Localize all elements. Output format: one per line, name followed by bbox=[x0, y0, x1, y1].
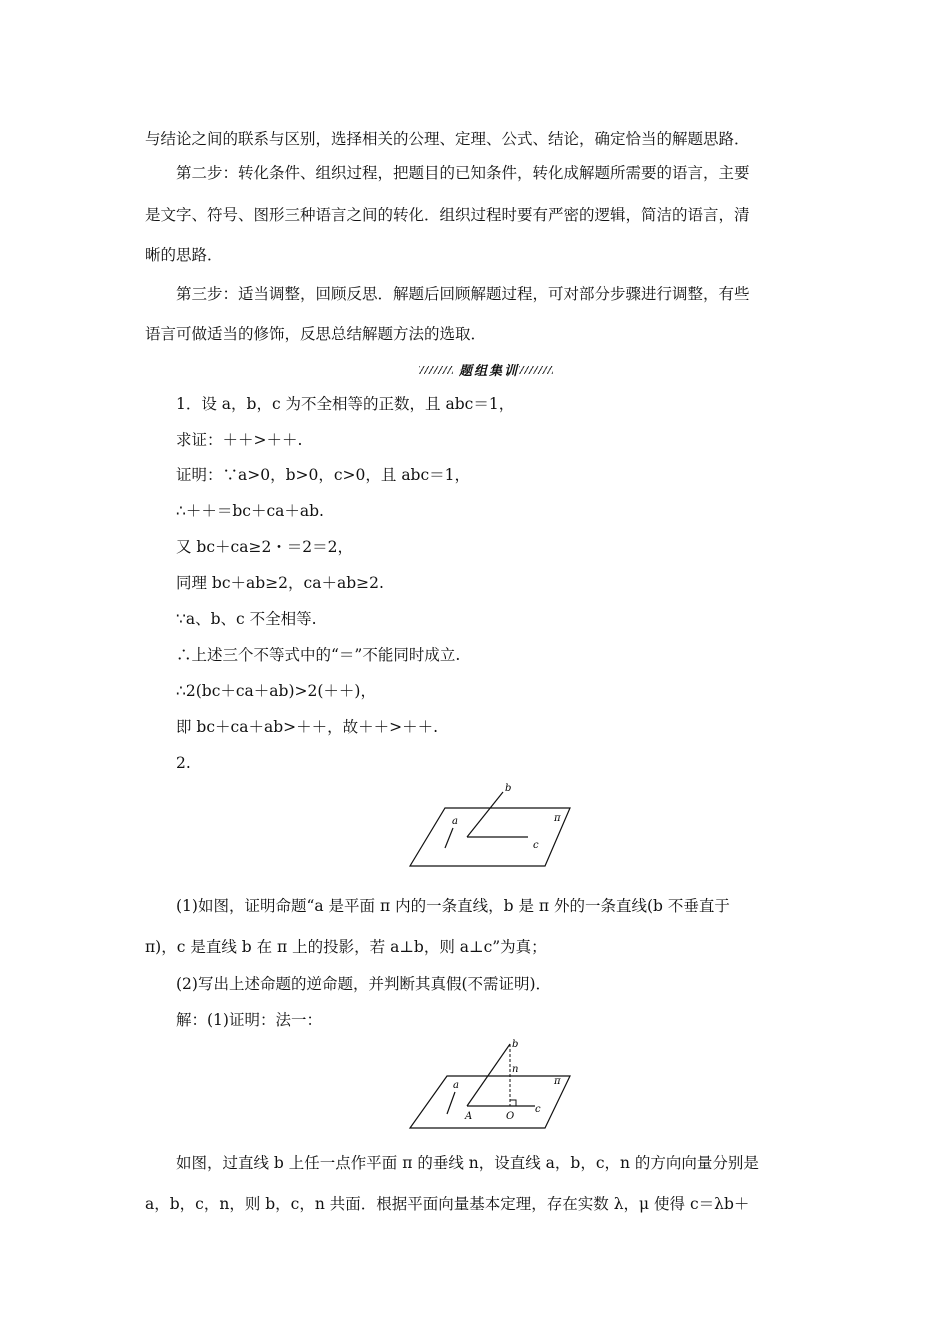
label-b: b bbox=[512, 1039, 519, 1050]
label-pi: π bbox=[554, 813, 561, 824]
section-banner bbox=[415, 362, 555, 378]
problem1-line: 同理 bc＋ab≥2，ca＋ab≥2. bbox=[176, 574, 384, 592]
problem1-line: 证明：∵a>0，b>0，c>0，且 abc＝1， bbox=[176, 466, 471, 484]
solution-line: 解：(1)证明：法一： bbox=[176, 1011, 322, 1029]
problem1-line: ∴上述三个不等式中的“＝”不能同时成立. bbox=[176, 646, 461, 664]
paragraph-line: 晰的思路． bbox=[145, 246, 223, 264]
problem1-line: ∴＋＋＝bc＋ca＋ab. bbox=[176, 502, 324, 520]
label-c: c bbox=[533, 840, 539, 851]
figure-plane-lines bbox=[405, 780, 575, 870]
label-O: O bbox=[506, 1111, 515, 1122]
problem2-line: (1)如图，证明命题“a 是平面 π 内的一条直线，b 是 π 外的一条直线(b 不垂直于 bbox=[176, 897, 730, 915]
problem2-line: (2)写出上述命题的逆命题，并判断其真假(不需证明)． bbox=[176, 975, 552, 993]
label-c: c bbox=[535, 1104, 541, 1115]
paragraph-line: 语言可做适当的修饰，反思总结解题方法的选取． bbox=[145, 325, 487, 343]
problem1-line: ∴2(bc＋ca＋ab)>2(＋＋)， bbox=[176, 682, 376, 700]
solution-line: 如图，过直线 b 上任一点作平面 π 的垂线 n，设直线 a，b，c，n 的方向向量分别是 bbox=[176, 1154, 759, 1172]
label-A: A bbox=[465, 1111, 473, 1122]
problem2-line: π)，c 是直线 b 在 π 上的投影，若 a⊥b，则 a⊥c”为真； bbox=[145, 938, 547, 956]
solution-line: a，b，c，n，则 b，c，n 共面．根据平面向量基本定理，存在实数 λ，μ 使得 c＝λb＋ bbox=[145, 1195, 750, 1213]
problem1-line: 即 bc＋ca＋ab>＋＋，故＋＋>＋＋. bbox=[176, 718, 439, 736]
problem1-line: 1．设 a，b，c 为不全相等的正数，且 abc＝1， bbox=[176, 395, 515, 413]
banner-hatch-left bbox=[419, 366, 453, 374]
paragraph-line: 是文字、符号、图形三种语言之间的转化．组织过程时要有严密的逻辑，简洁的语言，清 bbox=[145, 206, 750, 224]
label-a: a bbox=[453, 1080, 459, 1091]
label-n: n bbox=[512, 1064, 519, 1075]
problem1-line: 求证：＋＋>＋＋. bbox=[176, 431, 303, 449]
label-a: a bbox=[452, 816, 458, 827]
banner-hatch-right bbox=[519, 366, 553, 374]
problem2-number: 2. bbox=[176, 754, 191, 772]
banner-title: 题组集训 bbox=[459, 364, 520, 379]
problem1-line: 又 bc＋ca≥2・＝2＝2， bbox=[176, 538, 354, 556]
paragraph-line: 与结论之间的联系与区别，选择相关的公理、定理、公式、结论，确定恰当的解题思路． bbox=[145, 130, 750, 148]
paragraph-line: 第二步：转化条件、组织过程，把题目的已知条件，转化成解题所需要的语言，主要 bbox=[176, 164, 750, 182]
label-b: b bbox=[505, 783, 512, 794]
label-pi: π bbox=[554, 1076, 561, 1087]
problem1-line: ∵a、b、c 不全相等. bbox=[176, 610, 317, 628]
figure-plane-projection bbox=[405, 1036, 580, 1131]
paragraph-line: 第三步：适当调整，回顾反思．解题后回顾解题过程，可对部分步骤进行调整，有些 bbox=[176, 285, 750, 303]
